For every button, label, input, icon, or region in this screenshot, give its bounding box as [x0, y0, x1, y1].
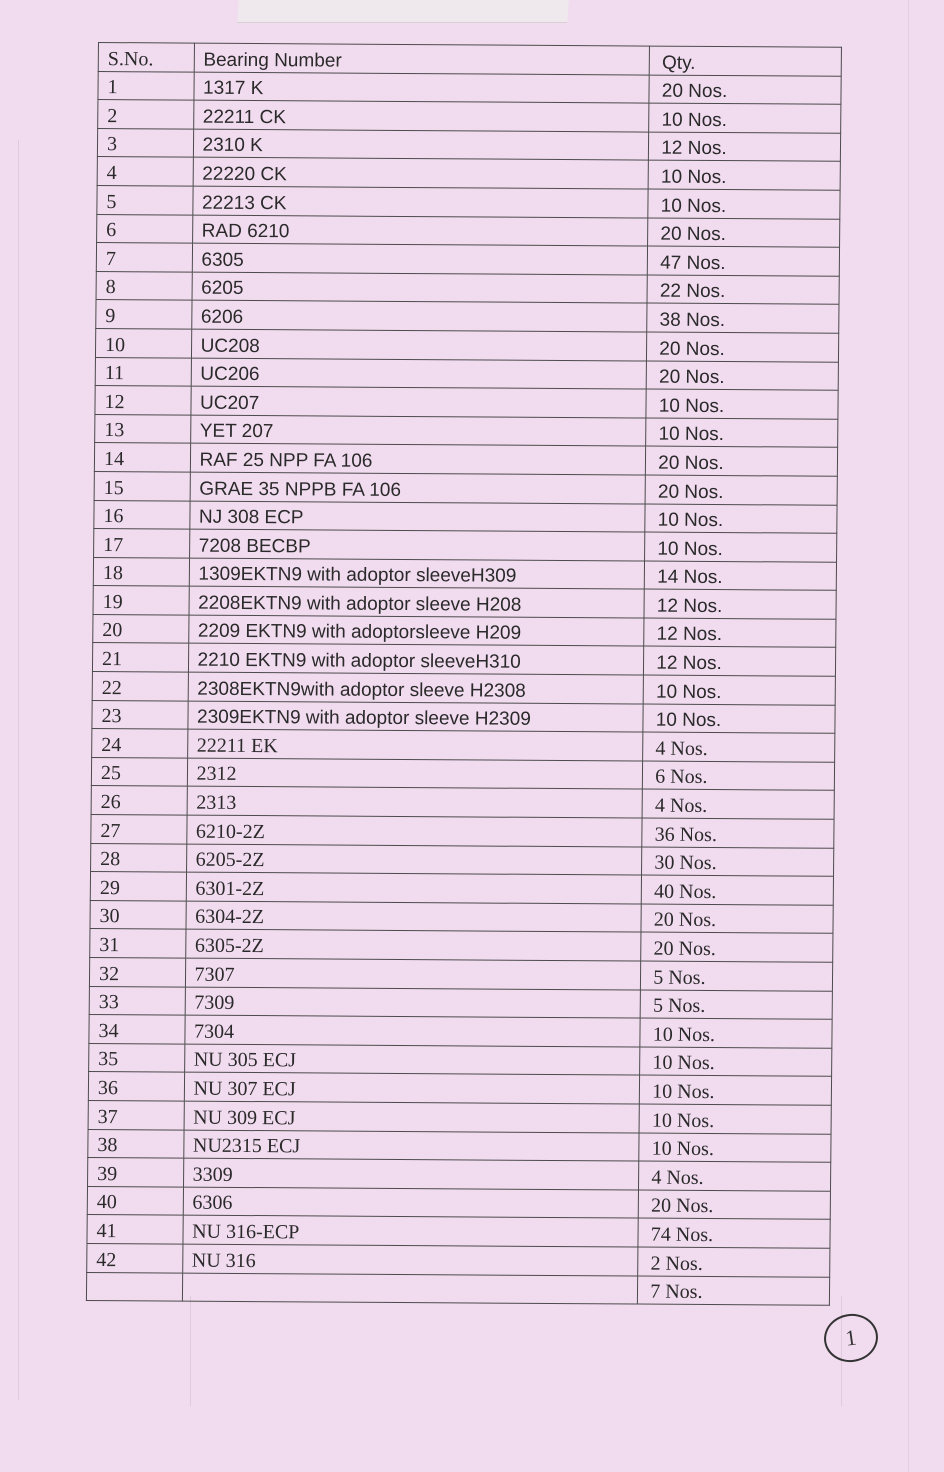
row-qty: 2 Nos. — [638, 1247, 830, 1277]
row-qty: 30 Nos. — [642, 847, 834, 877]
row-bearing-number: NU2315 ECJ — [183, 1130, 639, 1162]
row-bearing-number: 1317 K — [193, 72, 649, 104]
row-bearing-number: 7307 — [185, 958, 641, 990]
row-qty: 22 Nos. — [647, 275, 839, 305]
row-bearing-number: RAD 6210 — [192, 215, 648, 247]
row-qty: 12 Nos. — [644, 589, 836, 619]
row-qty: 20 Nos. — [645, 475, 837, 505]
row-bearing-number: 6301-2Z — [186, 872, 642, 904]
row-bearing-number: NU 309 ECJ — [184, 1101, 640, 1133]
row-bearing-number: 22220 CK — [193, 157, 649, 189]
row-bearing-number: 6206 — [191, 300, 647, 332]
row-qty: 10 Nos. — [645, 504, 837, 534]
row-bearing-number: 6306 — [183, 1187, 639, 1219]
row-sno: 23 — [92, 700, 188, 729]
row-bearing-number: 3309 — [183, 1158, 639, 1190]
table-row — [93, 614, 836, 647]
row-sno: 14 — [94, 443, 190, 472]
row-bearing-number: NU 307 ECJ — [184, 1072, 640, 1104]
row-qty: 10 Nos. — [639, 1104, 831, 1134]
row-qty: 12 Nos. — [644, 618, 836, 648]
row-qty: 14 Nos. — [645, 561, 837, 591]
row-qty: 5 Nos. — [640, 990, 832, 1020]
row-sno: 4 — [97, 157, 193, 186]
table-row — [89, 986, 832, 1019]
table-row — [96, 300, 839, 333]
row-sno: 18 — [93, 557, 189, 586]
row-bearing-number: 6210-2Z — [186, 815, 642, 847]
row-bearing-number: NU 305 ECJ — [184, 1044, 640, 1076]
row-sno: 10 — [95, 328, 191, 357]
row-bearing-number: 6305-2Z — [185, 930, 641, 962]
row-sno: 3 — [97, 128, 193, 157]
table-row — [86, 1272, 829, 1305]
row-bearing-number: NU 316-ECP — [183, 1215, 639, 1247]
row-sno: 26 — [91, 786, 187, 815]
row-qty: 7 Nos. — [638, 1276, 830, 1306]
row-bearing-number: 22211 CK — [193, 100, 649, 132]
row-qty: 10 Nos. — [643, 704, 835, 734]
row-qty: 38 Nos. — [647, 303, 839, 333]
row-sno: 6 — [97, 214, 193, 243]
torn-paper-strip — [237, 0, 569, 23]
table-row — [97, 185, 840, 218]
row-qty: 10 Nos. — [640, 1018, 832, 1048]
row-sno: 42 — [87, 1243, 183, 1272]
table-row — [98, 71, 841, 104]
header-sno: S.No. — [98, 43, 194, 72]
table-row — [92, 729, 835, 762]
row-sno: 13 — [95, 414, 191, 443]
row-sno: 19 — [93, 586, 189, 615]
bearing-list-table — [86, 42, 842, 1306]
row-bearing-number: UC206 — [191, 358, 647, 390]
row-bearing-number: NJ 308 ECP — [189, 501, 645, 533]
table-row — [95, 357, 838, 390]
row-sno: 24 — [92, 729, 188, 758]
row-sno: 1 — [98, 71, 194, 100]
row-qty: 6 Nos. — [643, 761, 835, 791]
table-row — [97, 157, 840, 190]
row-qty: 5 Nos. — [641, 961, 833, 991]
row-qty: 10 Nos. — [639, 1133, 831, 1163]
row-qty: 10 Nos. — [640, 1075, 832, 1105]
table-row — [88, 1072, 831, 1105]
row-sno: 29 — [90, 872, 186, 901]
row-qty: 10 Nos. — [646, 418, 838, 448]
row-sno: 2 — [98, 100, 194, 129]
row-bearing-number: 2209 EKTN9 with adoptorsleeve H209 — [188, 615, 644, 647]
row-bearing-number: UC208 — [191, 329, 647, 361]
empty-cell — [182, 1273, 638, 1305]
table-row — [87, 1186, 830, 1219]
row-bearing-number: 2312 — [187, 758, 643, 790]
table-row — [95, 386, 838, 419]
table-header-row — [98, 43, 841, 76]
table-row — [94, 443, 837, 476]
row-sno: 15 — [94, 471, 190, 500]
table-row — [87, 1243, 830, 1276]
row-bearing-number: 6305 — [192, 243, 648, 275]
row-sno: 38 — [88, 1129, 184, 1158]
table-row — [94, 529, 837, 562]
table-row — [91, 786, 834, 819]
row-qty: 10 Nos. — [648, 189, 840, 219]
row-qty: 47 Nos. — [648, 246, 840, 276]
row-qty: 10 Nos. — [640, 1047, 832, 1077]
row-bearing-number: RAF 25 NPP FA 106 — [190, 443, 646, 475]
row-bearing-number: 2210 EKTN9 with adoptor sleeveH310 — [188, 644, 644, 676]
row-bearing-number: 2313 — [187, 787, 643, 819]
row-bearing-number: 22213 CK — [192, 186, 648, 218]
row-bearing-number: 1309EKTN9 with adoptor sleeveH309 — [189, 558, 645, 590]
table-row — [96, 271, 839, 304]
row-qty: 4 Nos. — [643, 732, 835, 762]
row-sno: 20 — [93, 614, 189, 643]
row-sno: 16 — [94, 500, 190, 529]
empty-cell — [86, 1272, 182, 1301]
table-row — [95, 328, 838, 361]
row-qty: 4 Nos. — [639, 1161, 831, 1191]
table-row — [94, 500, 837, 533]
row-qty: 20 Nos. — [638, 1190, 830, 1220]
row-bearing-number: 22211 EK — [187, 729, 643, 761]
row-sno: 32 — [89, 957, 185, 986]
row-sno: 41 — [87, 1215, 183, 1244]
row-bearing-number: 2310 K — [193, 129, 649, 161]
row-sno: 33 — [89, 986, 185, 1015]
table-row — [91, 843, 834, 876]
table-row — [93, 586, 836, 619]
row-sno: 35 — [89, 1043, 185, 1072]
table-row — [88, 1100, 831, 1133]
row-qty: 10 Nos. — [646, 389, 838, 419]
row-sno: 36 — [88, 1072, 184, 1101]
row-qty: 10 Nos. — [649, 103, 841, 133]
row-bearing-number: 6304-2Z — [186, 901, 642, 933]
row-bearing-number: 2309EKTN9 with adoptor sleeve H2309 — [187, 701, 643, 733]
row-qty: 10 Nos. — [645, 532, 837, 562]
row-qty: 20 Nos. — [649, 75, 841, 105]
table-row — [90, 872, 833, 905]
bleed-through-shadow — [190, 1296, 842, 1406]
row-sno: 28 — [91, 843, 187, 872]
table-row — [93, 557, 836, 590]
header-bearing-number: Bearing Number — [194, 43, 650, 75]
row-sno: 27 — [91, 815, 187, 844]
table-row — [89, 1043, 832, 1076]
row-bearing-number: GRAE 35 NPPB FA 106 — [190, 472, 646, 504]
row-qty: 74 Nos. — [638, 1218, 830, 1248]
header-qty: Qty. — [649, 46, 841, 76]
row-qty: 4 Nos. — [642, 789, 834, 819]
row-bearing-number: UC207 — [190, 386, 646, 418]
row-sno: 37 — [88, 1100, 184, 1129]
row-qty: 36 Nos. — [642, 818, 834, 848]
row-qty: 20 Nos. — [647, 332, 839, 362]
row-bearing-number: 6205-2Z — [186, 844, 642, 876]
table-row — [96, 243, 839, 276]
table-row — [92, 643, 835, 676]
row-qty: 20 Nos. — [648, 218, 840, 248]
table-row — [89, 1015, 832, 1048]
page-edge-line — [908, 0, 909, 1472]
row-sno: 8 — [96, 271, 192, 300]
table-row — [91, 815, 834, 848]
row-qty: 40 Nos. — [642, 875, 834, 905]
table-row — [88, 1129, 831, 1162]
row-sno: 39 — [88, 1158, 184, 1187]
table-row — [92, 700, 835, 733]
row-bearing-number: NU 316 — [182, 1244, 638, 1276]
row-qty: 12 Nos. — [644, 647, 836, 677]
table-row — [90, 929, 833, 962]
table-row — [97, 214, 840, 247]
table-row — [88, 1158, 831, 1191]
row-sno: 31 — [90, 929, 186, 958]
row-qty: 10 Nos. — [643, 675, 835, 705]
row-qty: 10 Nos. — [648, 160, 840, 190]
table-row — [89, 957, 832, 990]
row-bearing-number: 7309 — [185, 987, 641, 1019]
row-bearing-number: 7304 — [184, 1015, 640, 1047]
row-sno: 40 — [87, 1186, 183, 1215]
table-row — [87, 1215, 830, 1248]
row-sno: 9 — [96, 300, 192, 329]
row-bearing-number: 2208EKTN9 with adoptor sleeve H208 — [189, 586, 645, 618]
row-qty: 20 Nos. — [646, 361, 838, 391]
row-sno: 17 — [94, 529, 190, 558]
row-sno: 22 — [92, 672, 188, 701]
row-sno: 21 — [92, 643, 188, 672]
row-sno: 12 — [95, 386, 191, 415]
row-sno: 5 — [97, 185, 193, 214]
table-row — [94, 471, 837, 504]
table-row — [95, 414, 838, 447]
row-sno: 7 — [96, 243, 192, 272]
row-sno: 34 — [89, 1015, 185, 1044]
page-margin-line — [18, 140, 19, 1400]
row-qty: 20 Nos. — [646, 446, 838, 476]
row-sno: 30 — [90, 900, 186, 929]
row-sno: 25 — [91, 757, 187, 786]
table-row — [98, 100, 841, 133]
page-number: 1 — [843, 1324, 859, 1351]
row-bearing-number: 7208 BECBP — [189, 529, 645, 561]
table-row — [90, 900, 833, 933]
table-row — [92, 672, 835, 705]
row-qty: 20 Nos. — [641, 932, 833, 962]
row-bearing-number: YET 207 — [190, 415, 646, 447]
row-sno: 11 — [95, 357, 191, 386]
row-bearing-number: 2308EKTN9with adoptor sleeve H2308 — [188, 672, 644, 704]
table-row — [91, 757, 834, 790]
row-qty: 20 Nos. — [641, 904, 833, 934]
row-qty: 12 Nos. — [649, 132, 841, 162]
table-row — [97, 128, 840, 161]
row-bearing-number: 6205 — [192, 272, 648, 304]
